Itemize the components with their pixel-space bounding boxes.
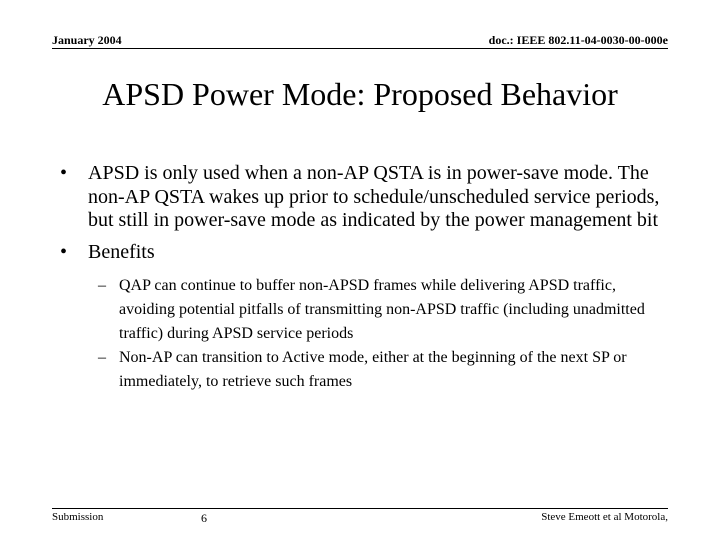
- header-date: January 2004: [52, 33, 122, 47]
- bullet-item: [60, 241, 670, 265]
- header-divider: [52, 48, 668, 49]
- sub-bullet-marker: –: [98, 349, 106, 366]
- footer-author: Steve Emeott et al Motorola,: [541, 511, 668, 523]
- sub-bullet-item: [98, 346, 670, 394]
- footer-submission: Submission: [52, 511, 104, 523]
- slide-body: [60, 162, 670, 394]
- sub-bullet-text: Non-AP can transition to Active mode, either at the beginning of the next SP or immediately, to retrieve such frames: [119, 349, 627, 390]
- footer-page-number: 6: [201, 511, 207, 525]
- bullet-text: Benefits: [88, 240, 155, 263]
- footer-divider: [52, 508, 668, 509]
- bullet-marker: •: [60, 240, 68, 263]
- sub-bullet-marker: –: [98, 277, 106, 294]
- header-doc-id: doc.: IEEE 802.11-04-0030-00-000e: [488, 33, 668, 47]
- bullet-item: [60, 162, 670, 233]
- bullet-marker: •: [60, 162, 68, 184]
- slide-title: APSD Power Mode: Proposed Behavior: [102, 76, 618, 112]
- sub-bullet-text: QAP can continue to buffer non-APSD frames while delivering APSD traffic, avoiding potential pitfalls of transmitting non-APSD traffic (including unadmitted traffic) during APSD service periods: [119, 277, 645, 342]
- sub-bullet-item: [98, 274, 670, 346]
- bullet-text: APSD is only used when a non-AP QSTA is in power-save mode. The non-AP QSTA wakes up prior to schedule/unscheduled service periods, but still in power-save mode as indicated by the power management bit: [88, 162, 660, 231]
